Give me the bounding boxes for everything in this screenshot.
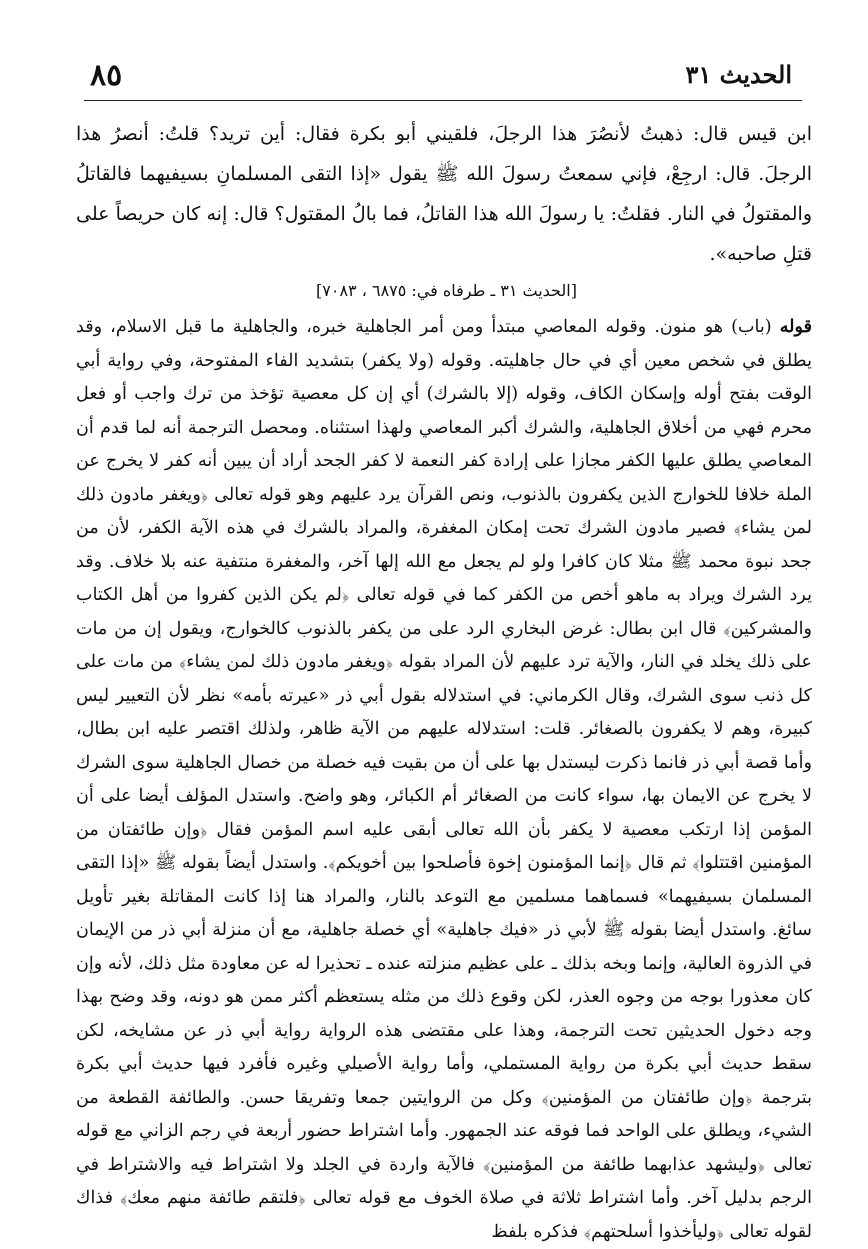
page-header <box>84 56 802 101</box>
commentary-lead: قوله <box>779 316 812 337</box>
hadith-text: ابن قيس قال: ذهبتُ لأنصُرَ هذا الرجلَ، فلقيني أبو بكرة فقال: أين تريد؟ قلتُ: أنصرُ هذا الرجلَ. قال: ارجِعْ، فإني سمعتُ رسولَ الله ﷺ يقول «إذا التقى المسلمانِ بسيفيهما فالقاتلُ والمقتولُ في النار. فقلتُ: يا رسولَ الله هذا القاتلُ، فما بالُ المقتول؟ قال: إنه كان حريصاً على قتلِ صاحبه». <box>76 123 812 265</box>
running-title: الحديث ٣١ <box>685 60 792 89</box>
commentary <box>76 310 812 1249</box>
hadith-reference: [الحديث ٣١ ـ طرفاه في: ٦٨٧٥ ، ٧٠٨٣] <box>316 281 577 300</box>
commentary-paragraph <box>76 310 812 1249</box>
page-content <box>76 114 813 1242</box>
commentary-text: (باب) هو منون. وقوله المعاصي مبتدأ ومن أمر الجاهلية خبره، والجاهلية ما قبل الاسلام، وقد يطلق في شخص معين أي في حال جاهليته. وقوله (ولا يكفر) بتشديد الفاء المفتوحة، وفي رواية أبي الوقت بفتح أوله وإسكان الكاف، وقوله (إلا بالشرك) أي إن كل معصية تؤخذ من ترك واجب أو فعل محرم فهي من أخلاق الجاهلية، والشرك أكبر المعاصي ولهذا استثناه. ومحصل الترجمة أنه لما قدم أن المعاصي يطلق عليها الكفر مجازا على إرادة كفر النعمة لا كفر الجحد أراد أن يبين أنه كفر لا يخرج عن الملة خلافا للخوارج الذين يكفرون بالذنوب، ونص القرآن يرد عليهم وهو قوله تعالى ﴿ويغفر مادون ذلك لمن يشاء﴾ فصير مادون الشرك تحت إمكان المغفرة، والمراد بالشرك في هذه الآية الكفر، لأن من جحد نبوة محمد ﷺ مثلا كان كافرا ولو لم يجعل مع الله إلها آخر، والمغفرة منتفية عنه بلا خلاف. وقد يرد الشرك ويراد به ماهو أخص من الكفر كما في قوله تعالى ﴿لم يكن الذين كفروا من أهل الكتاب والمشركين﴾ قال ابن بطال: غرض البخاري الرد على من يكفر بالذنوب كالخوارج، ويقول إن من مات على ذلك يخلد في النار، والآية ترد عليهم لأن المراد بقوله ﴿ويغفر مادون ذلك لمن يشاء﴾ من مات على كل ذنب سوى الشرك، وقال الكرماني: في استدلاله بقول أبي ذر «عيرته بأمه» نظر لأن التعيير ليس كبيرة، وهم لا يكفرون بالصغائر. قلت: استدلاله عليهم من الآية ظاهر، ولذلك اقتصر عليه ابن بطال، وأما قصة أبي ذر فانما ذكرت ليستدل بها على أن من بقيت فيه خصلة من خصال الجاهلية سوى الشرك لا يخرج عن الايمان بها، سواء كانت من الصغائر أم الكبائر، وهو واضح. واستدل المؤلف أيضا على أن المؤمن إذا ارتكب معصية لا يكفر بأن الله تعالى أبقى عليه اسم المؤمن فقال ﴿وإن طائفتان من المؤمنين اقتتلوا﴾ ثم قال ﴿إنما المؤمنون إخوة فأصلحوا بين أخويكم﴾. واستدل أيضاً بقوله ﷺ «إذا التقى المسلمان بسيفيهما» فسماهما مسلمين مع التوعد بالنار، والمراد هنا إذا كانت المقاتلة بغير تأويل سائغ. واستدل أيضا بقوله ﷺ لأبي ذر «فيك جاهلية» أي خصلة جاهلية، مع أن منزلة أبي ذر من الإيمان في الذروة العالية، وإنما وبخه بذلك ـ على عظيم منزلته عنده ـ تحذيرا له عن معاودة مثل ذلك، لأنه وإن كان معذورا بوجه من وجوه العذر، لكن وقوع ذلك من مثله يستعظم أكثر ممن هو دونه، وقد وضح بهذا وجه دخول الحديثين تحت الترجمة، وهذا على مقتضى هذه الرواية رواية أبي ذر عن مشايخه، لكن سقط حديث أبي بكرة من رواية المستملي، وأما رواية الأصيلي وغيره فأفرد فيها حديث أبي بكرة بترجمة ﴿وإن طائفتان من المؤمنين﴾ وكل من الروايتين جمعا وتفريقا حسن. والطائفة القطعة من الشيء، ويطلق على الواحد فما فوقه عند الجمهور. وأما اشتراط حضور أربعة في رجم الزاني مع قوله تعالى ﴿وليشهد عذابهما طائفة من المؤمنين﴾ فالآية واردة في الجلد ولا اشتراط فيه والاشتراط في الرجم بدليل آخر. وأما اشتراط ثلاثة في صلاة الخوف مع قوله تعالى ﴿فلتقم طائفة منهم معك﴾ فذاك لقوله تعالى ﴿وليأخذوا أسلحتهم﴾ فذكره بلفظ <box>76 317 813 1242</box>
page-number: ٨٥ <box>90 58 123 93</box>
